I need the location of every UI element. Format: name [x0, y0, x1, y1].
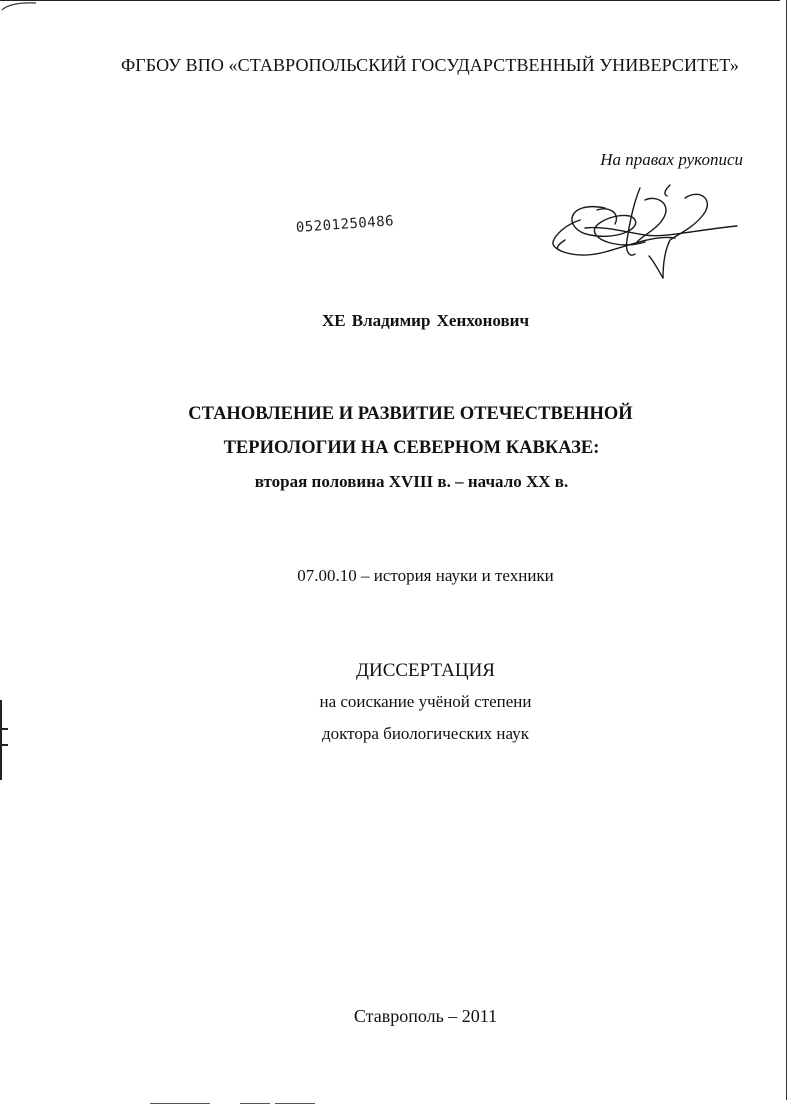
- city-and-year: Ставрополь – 2011: [353, 1006, 498, 1026]
- scan-corner-mark: [0, 0, 40, 12]
- thesis-subtitle: вторая половина XVIII в. – начало XX в.: [254, 472, 569, 491]
- degree-line-2: доктора биологических наук: [322, 724, 529, 743]
- scan-border-right: [786, 0, 787, 1100]
- university-name: ФГБОУ ВПО «СТАВРОПОЛЬСКИЙ ГОСУДАРСТВЕННЫЙ УНИВЕРСИТЕТ»: [120, 55, 740, 75]
- thesis-title-line-1: СТАНОВЛЕНИЕ И РАЗВИТИЕ ОТЕЧЕСТВЕННОЙ: [188, 404, 633, 424]
- handwritten-signature: [545, 180, 745, 290]
- manuscript-note: На правах рукописи: [600, 150, 743, 169]
- thesis-title-line-2: ТЕРИОЛОГИИ НА СЕВЕРНОМ КАВКАЗЕ:: [223, 438, 600, 458]
- author-name: ХЕ Владимир Хенхонович: [321, 311, 530, 330]
- scan-binding-mark: [0, 700, 5, 780]
- registration-number: 05201250486: [295, 213, 395, 236]
- scan-bottom-marks: [150, 1100, 320, 1104]
- degree-line-1: на соискание учёной степени: [319, 692, 532, 711]
- document-type: ДИССЕРТАЦИЯ: [356, 660, 495, 681]
- specialty-code: 07.00.10 – история науки и техники: [297, 566, 554, 585]
- scan-border-top: [0, 0, 780, 1]
